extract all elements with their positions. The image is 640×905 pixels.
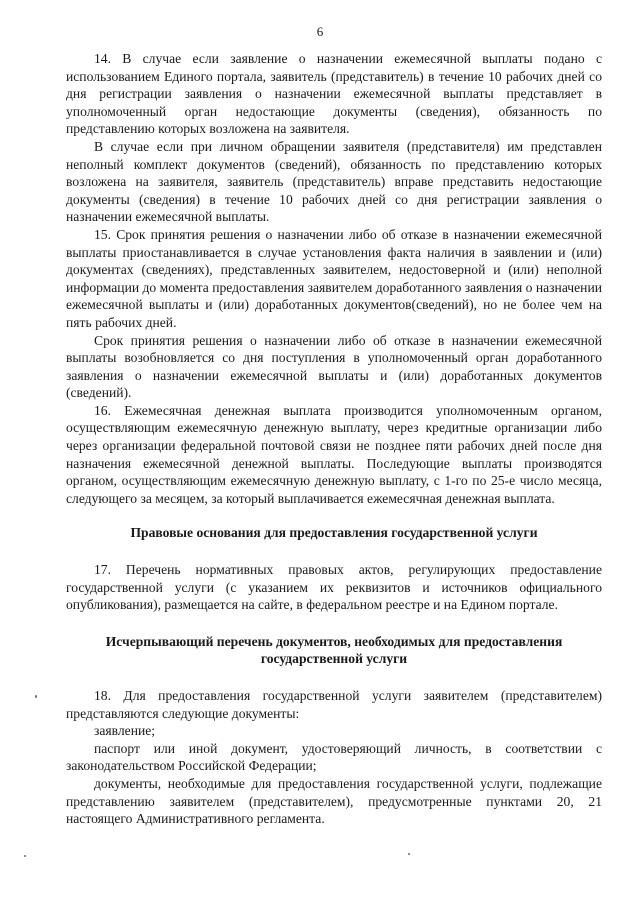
paragraph-17: 17. Перечень нормативных правовых актов, регулирующих предоставление государственной услуги (с указанием их реквизитов и источников официального опубликования), размещается на сайте, в федеральном реестре и на Едином портале.	[66, 562, 602, 613]
paragraph-15-continuation: Срок принятия решения о назначении либо об отказе в назначении ежемесячной выплаты возобновляется со дня поступления в уполномоченный орган доработанного заявления о назначении ежемесячной выплаты и (или) доработанных документов (сведений).	[66, 332, 602, 401]
paragraph-14: 14. В случае если заявление о назначении ежемесячной выплаты подано с использованием Единого портала, заявитель (представитель) в течение 10 рабочих дней со дня регистрации заявления о назначении ежемесячной выплаты представляет в уполномоченный орган недостающие документы (сведения), обязанность по представлению которых возложена на заявителя.	[66, 51, 602, 137]
page-number: 6	[316, 24, 324, 39]
scan-speck	[35, 695, 37, 698]
paragraph-16: 16. Ежемесячная денежная выплата производится уполномоченным органом, осуществляющим ежемесячную денежную выплату, через кредитные организации либо через организации федеральной почтовой связи не позднее пяти рабочих дней после дня назначения ежемесячной денежной выплаты. Последующие выплаты производятся органом, осуществляющим ежемесячную денежную выплату, с 1-го по 25-е число месяца, следующего за месяцем, за который выплачивается ежемесячная денежная выплата.	[66, 402, 602, 506]
section-heading-documents-line-2: государственной услуги	[260, 651, 408, 667]
paragraph-15: 15. Срок принятия решения о назначении либо об отказе в назначении ежемесячной выплаты приостанавливается в случае установления факта наличия в заявлении и (или) документах (сведениях), представленных заявителем, недостоверной и (или) неполной информации до момента предоставления заявителем доработанного заявления о назначении ежемесячной выплаты и (или) доработанных документов(сведений), но не более чем на пять рабочих дней.	[66, 226, 603, 330]
scan-speck	[408, 853, 410, 855]
list-item-application: заявление;	[94, 723, 156, 739]
document-body	[66, 50, 602, 828]
spacer	[66, 614, 602, 633]
spacer	[66, 542, 602, 561]
section-heading-legal-basis: Правовые основания для предоставления государственной услуги	[130, 525, 538, 541]
scan-speck	[24, 855, 26, 857]
paragraph-14-continuation: В случае если при личном обращении заявителя (представителя) им представлен неполный комплект документов (сведений), обязанность по представлению которых возложена на заявителя, заявитель (представитель) вправе представить недостающие документы (сведения) в течение 10 рабочих дней со дня регистрации заявления о назначении ежемесячной выплаты.	[66, 138, 602, 225]
section-heading-documents-line-1: Исчерпывающий перечень документов, необходимых для предоставления	[105, 633, 563, 649]
spacer	[66, 507, 602, 524]
spacer	[66, 668, 602, 687]
paragraph-18: 18. Для предоставления государственной услуги заявителем (представителем) представляются следующие документы:	[66, 688, 602, 721]
list-item-supporting-documents: документы, необходимые для предоставления государственной услуги, подлежащие представлению заявителем (представителем), предусмотренные пунктами 20, 21 настоящего Административного регламента.	[66, 775, 602, 827]
list-item-passport: паспорт или иной документ, удостоверяющий личность, в соответствии с законодательством Российской Федерации;	[66, 740, 602, 774]
